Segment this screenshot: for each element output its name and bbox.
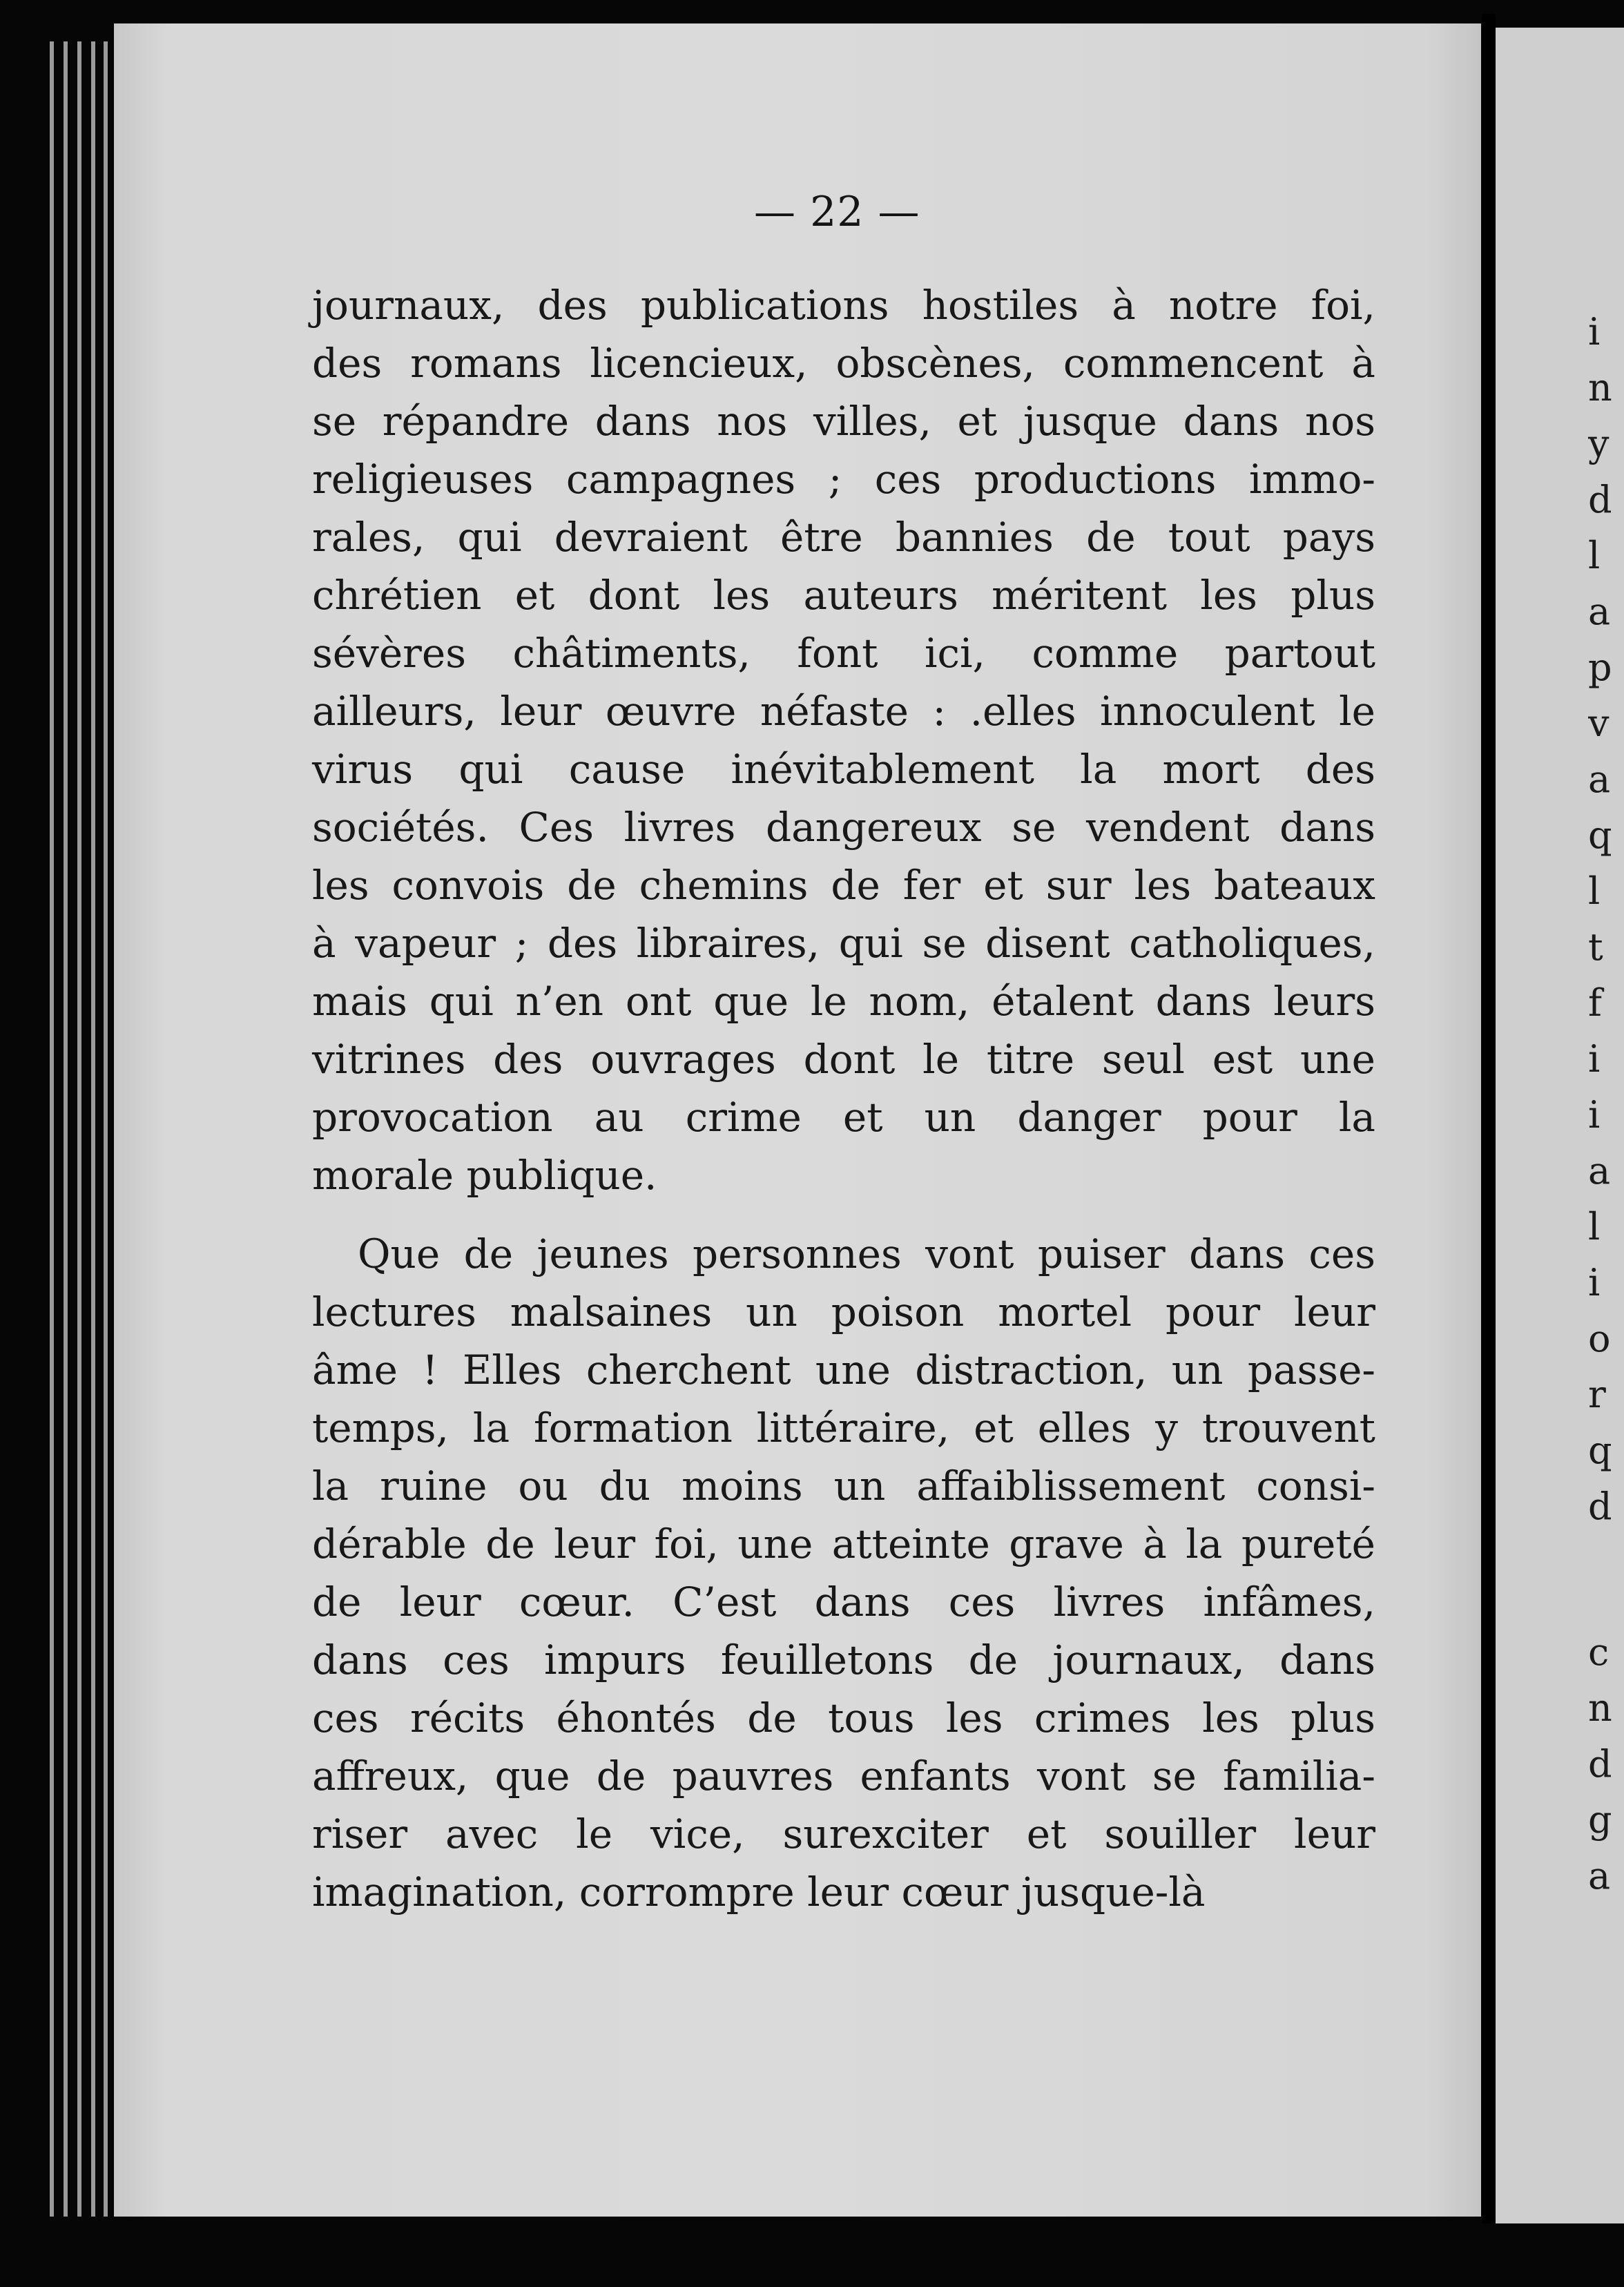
page-edge xyxy=(50,41,54,2217)
text-line: affreux, que de pauvres enfants vont se familia- xyxy=(312,1753,1375,1799)
adjacent-page-fragment: l xyxy=(1588,869,1601,913)
adjacent-page-text xyxy=(1588,304,1624,1904)
adjacent-page-fragment: l xyxy=(1588,1205,1601,1248)
adjacent-page-fragment: v xyxy=(1588,702,1610,745)
page-edge xyxy=(104,41,108,2217)
adjacent-page-fragment: q xyxy=(1588,1429,1612,1472)
adjacent-page-fragment: n xyxy=(1588,1686,1612,1730)
adjacent-page-fragment: c xyxy=(1588,1630,1610,1674)
text-line: sociétés. Ces livres dangereux se vendent dans xyxy=(312,804,1375,851)
text-line: provocation au crime et un danger pour la xyxy=(312,1094,1375,1141)
paragraph xyxy=(312,1225,1375,1921)
text-line: ces récits éhontés de tous les crimes les plus xyxy=(312,1695,1375,1741)
text-line: vitrines des ouvrages dont le titre seul est une xyxy=(312,1036,1375,1083)
page-body xyxy=(312,276,1375,1921)
page-edge xyxy=(91,41,95,2217)
book-gutter xyxy=(1482,14,1496,2223)
text-line: imagination, corrompre leur cœur jusque-là xyxy=(312,1869,1206,1916)
text-line: âme ! Elles cherchent une distraction, un passe- xyxy=(312,1347,1375,1393)
text-line: les convois de chemins de fer et sur les bateaux xyxy=(312,862,1375,909)
page-edge xyxy=(77,41,81,2217)
text-line: des romans licencieux, obscènes, commencent à xyxy=(312,340,1375,387)
adjacent-page-fragment: r xyxy=(1588,1373,1606,1416)
text-line: dans ces impurs feuilletons de journaux, dans xyxy=(312,1637,1375,1683)
adjacent-page-fragment: d xyxy=(1588,1485,1612,1528)
text-line: chrétien et dont les auteurs méritent les plus xyxy=(312,572,1375,619)
adjacent-page-fragment: o xyxy=(1588,1317,1611,1360)
paragraph xyxy=(312,276,1375,1204)
page-number: — 22 — xyxy=(754,188,920,236)
text-line: morale publique. xyxy=(312,1152,657,1199)
text-line: temps, la formation littéraire, et elles y trouvent xyxy=(312,1405,1375,1451)
text-line: ailleurs, leur œuvre néfaste : .elles innoculent le xyxy=(312,688,1375,735)
text-line: lectures malsaines un poison mortel pour leur xyxy=(312,1289,1375,1335)
adjacent-page-fragment xyxy=(1588,1534,1624,1624)
text-line: sévères châtiments, font ici, comme partout xyxy=(312,630,1375,677)
adjacent-page-fragment: l xyxy=(1588,534,1601,577)
adjacent-page-fragment: y xyxy=(1588,422,1610,465)
text-line: journaux, des publications hostiles à notre foi, xyxy=(312,282,1375,329)
text-line: mais qui n’en ont que le nom, étalent dans leurs xyxy=(312,978,1375,1025)
text-line: religieuses campagnes ; ces productions immo- xyxy=(312,456,1375,503)
text-line: à vapeur ; des libraires, qui se disent catholiques, xyxy=(312,920,1375,967)
adjacent-page-fragment: i xyxy=(1588,1261,1601,1304)
adjacent-page-fragment: i xyxy=(1588,310,1601,354)
adjacent-page-fragment: i xyxy=(1588,1093,1601,1137)
text-line: virus qui cause inévitablement la mort des xyxy=(312,746,1375,793)
text-line: dérable de leur foi, une atteinte grave à la pureté xyxy=(312,1521,1375,1567)
text-line: de leur cœur. C’est dans ces livres infâmes, xyxy=(312,1579,1375,1625)
text-line: rales, qui devraient être bannies de tout pays xyxy=(312,514,1375,561)
text-line: se répandre dans nos villes, et jusque dans nos xyxy=(312,398,1375,445)
adjacent-page-fragment: d xyxy=(1588,478,1612,521)
adjacent-page-fragment: d xyxy=(1588,1742,1612,1786)
page-edge xyxy=(64,41,68,2217)
adjacent-page-fragment: n xyxy=(1588,366,1612,409)
adjacent-page-fragment: a xyxy=(1588,590,1611,633)
text-line: Que de jeunes personnes vont puiser dans ces xyxy=(358,1231,1375,1277)
text-line: riser avec le vice, surexciter et souiller leur xyxy=(312,1811,1375,1857)
adjacent-page-fragment: a xyxy=(1588,1149,1611,1193)
adjacent-page-fragment: g xyxy=(1588,1798,1612,1842)
adjacent-page-fragment: a xyxy=(1588,1854,1611,1898)
adjacent-page-fragment: i xyxy=(1588,1037,1601,1081)
text-line: la ruine ou du moins un affaiblissement consi- xyxy=(312,1463,1375,1509)
adjacent-page-fragment: f xyxy=(1588,981,1602,1025)
adjacent-page-fragment: q xyxy=(1588,813,1612,857)
adjacent-page-fragment: t xyxy=(1588,925,1603,969)
adjacent-page-fragment: a xyxy=(1588,757,1611,801)
adjacent-page-fragment: p xyxy=(1588,646,1612,689)
